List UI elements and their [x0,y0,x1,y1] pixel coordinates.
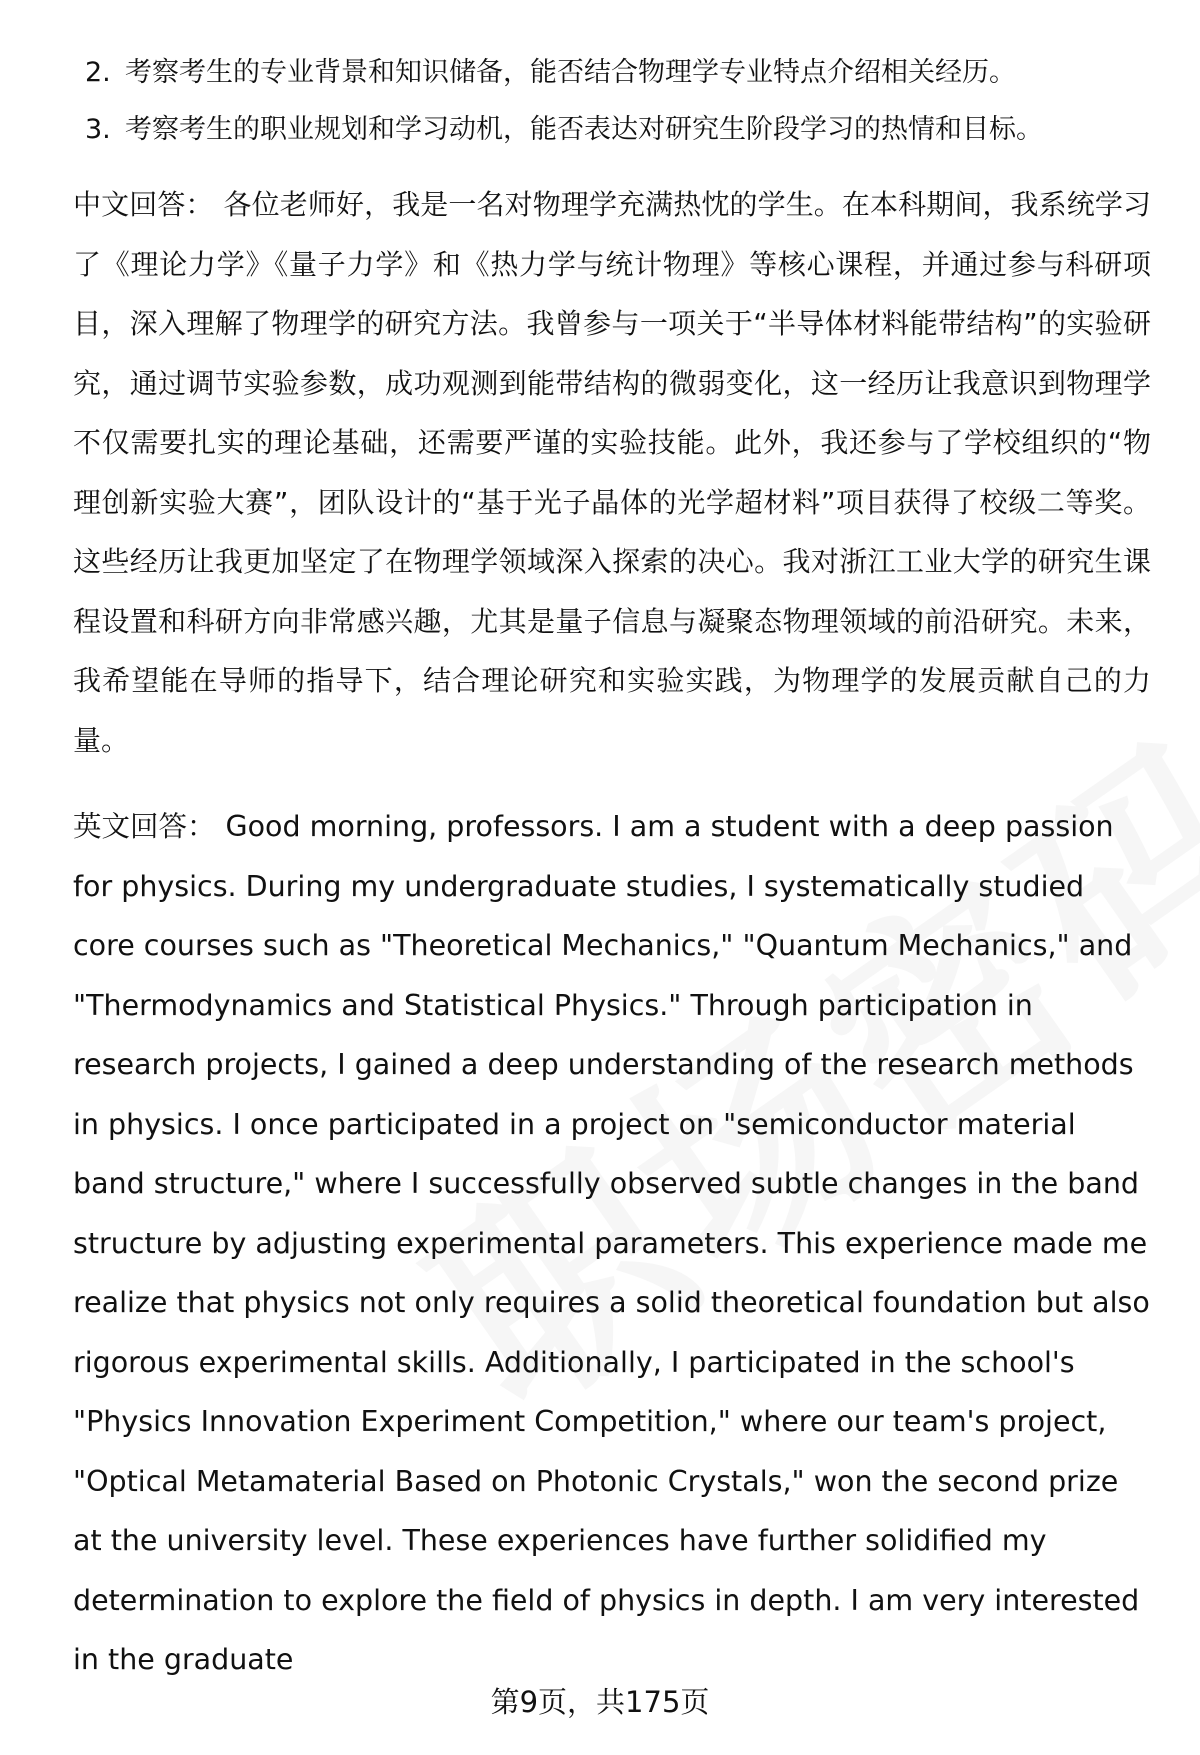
criteria-number: 2. [85,57,111,88]
english-answer-label: 英文回答： [73,810,216,843]
english-answer-paragraph [73,797,1151,1690]
criteria-number: 3. [85,114,111,145]
chinese-answer-text: 各位老师好，我是一名对物理学充满热忱的学生。在本科期间，我系统学习了《理论力学》《量子力学》和《热力学与统计物理》等核心课程，并通过参与科研项目，深入理解了物理学的研究方法。我曾参与一项关于“半导体材料能带结构”的实验研究，通过调节实验参数，成功观测到能带结构的微弱变化，这一经历让我意识到物理学不仅需要扎实的理论基础，还需要严谨的实验技能。此外，我还参与了学校组织的“物理创新实验大赛”，团队设计的“基于光子晶体的光学超材料”项目获得了校级二等奖。这些经历让我更加坚定了在物理学领域深入探索的决心。我对浙江工业大学的研究生课程设置和科研方向非常感兴趣，尤其是量子信息与凝聚态物理领域的前沿研究。未来，我希望能在导师的指导下，结合理论研究和实验实践，为物理学的发展贡献自己的力量。 [73,188,1151,757]
page-footer: 第9页，共175页 [490,1685,710,1719]
chinese-answer-label: 中文回答： [73,188,214,221]
criteria-item [73,55,1151,91]
criteria-text: 考察考生的职业规划和学习动机，能否表达对研究生阶段学习的热情和目标。 [125,114,1043,145]
chinese-answer-paragraph [73,175,1151,770]
english-answer-text: Good morning, professors. I am a student with a deep passion for physics. During my undergraduate studies, I systematically studied core courses such as "Theoretical Mechanics," "Quantum Mechanics," and "Thermodynamics and Statistical Physics." Through participation in research projects, I gained a deep understanding of the research methods in physics. I once participated in a project on "semiconductor material band structure," where I successfully observed subtle changes in the band structure by adjusting experimental parameters. This experience made me realize that physics not only requires a solid theoretical foundation but also rigorous experimental skills. Additionally, I participated in the school's "Physics Innovation Experiment Competition," where our team's project, "Optical Metamaterial Based on Photonic Crystals," won the second prize at the university level. These experiences have further solidified my determination to explore the field of physics in depth. I am very interested in the graduate [73,810,1150,1676]
evaluation-criteria-list [73,55,1151,148]
document-page [73,55,1151,1690]
criteria-text: 考察考生的专业背景和知识储备，能否结合物理学专业特点介绍相关经历。 [125,57,1016,88]
criteria-item [73,112,1151,148]
